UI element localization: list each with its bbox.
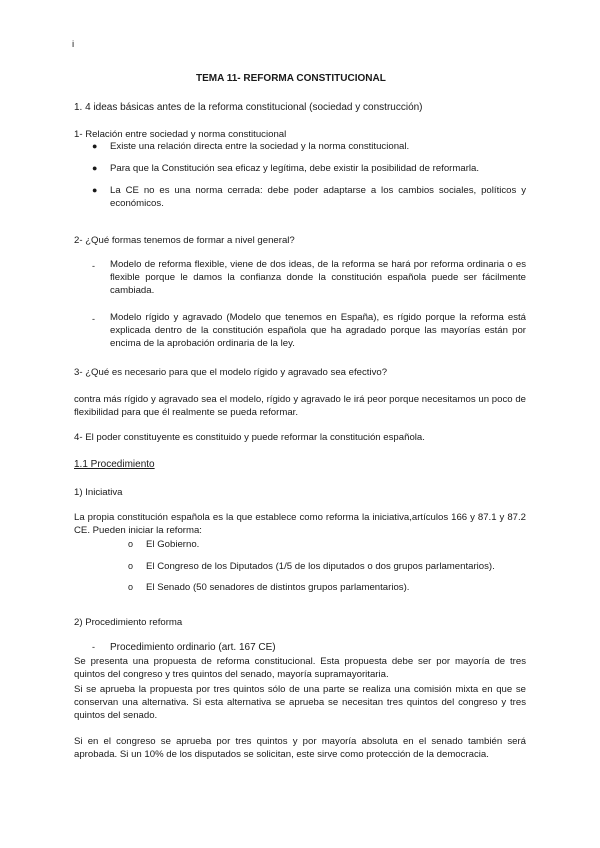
initiator-2: El Congreso de los Diputados (1/5 de los diputados o dos grupos parlamentarios).: [146, 561, 495, 572]
dash-marker: -: [92, 314, 95, 324]
sub-bullet-icon: o: [128, 539, 134, 549]
section-3-text: contra más rígido y agravado sea el modelo, rígido y agravado le irá peor porque necesitamos un poco de flexibilidad para que él realmente se pueda reformar.: [74, 394, 526, 418]
section-2-heading: 2- ¿Qué formas tenemos de formar a nivel general?: [74, 235, 295, 246]
section-2-item-2: Modelo rígido y agravado (Modelo que tenemos en España), es rígido porque la reforma está explicada dentro de la constitución española que ha agradado porque las mayorías están por encima de la aprobación ordinaria de la ley.: [110, 312, 526, 349]
section-1-heading: 1- Relación entre sociedad y norma constitucional: [74, 129, 287, 140]
section-1-bullet-2: Para que la Constitución sea eficaz y legítima, debe existir la posibilidad de reformarla.: [110, 163, 480, 174]
section-4-text: 4- El poder constituyente es constituido y puede reformar la constitución española.: [74, 432, 425, 443]
dash-marker: -: [92, 642, 95, 652]
section-3-heading: 3- ¿Qué es necesario para que el modelo rígido y agravado sea efectivo?: [74, 367, 388, 378]
procedimiento-heading: 1.1 Procedimiento: [74, 459, 155, 470]
reforma-paragraph-3: Si en el congreso se aprueba por tres quintos y por mayoría absoluta en el senado también será aprobada. Si un 10% de los disputados se solicitan, este sirve como protección de la democracia.: [74, 736, 526, 760]
iniciativa-text: La propia constitución española es la que establece como reforma la iniciativa,artículos 166 y 87.1 y 87.2 CE. Pueden iniciar la reforma:: [74, 512, 526, 536]
page-title: TEMA 11- REFORMA CONSTITUCIONAL: [196, 73, 386, 84]
sub-bullet-icon: o: [128, 582, 134, 592]
page-marker: i: [72, 39, 75, 50]
iniciativa-heading: 1) Iniciativa: [74, 487, 123, 498]
section-2-item-1: Modelo de reforma flexible, viene de dos ideas, de la reforma se hará por reforma ordinaria o es flexible porque le damos la confianza donde la constitución española puede ser fácilmente cambiada.: [110, 259, 526, 296]
intro-heading: 1. 4 ideas básicas antes de la reforma constitucional (sociedad y construcción): [74, 102, 423, 113]
initiator-3: El Senado (50 senadores de distintos grupos parlamentarios).: [146, 582, 410, 593]
dash-marker: -: [92, 261, 95, 271]
section-1-bullet-3: La CE no es una norma cerrada: debe poder adaptarse a los cambios sociales, políticos y económicos.: [110, 185, 526, 209]
reforma-paragraph-2: Si se aprueba la propuesta por tres quintos sólo de una parte se realiza una comisión mixta en que se conservan una alternativa. Si esta alternativa se aprueba se necesitan tres quintos del congreso y tres quintos del senado.: [74, 684, 526, 721]
reforma-heading: 2) Procedimiento reforma: [74, 617, 183, 628]
bullet-icon: ●: [92, 163, 98, 173]
sub-bullet-icon: o: [128, 561, 134, 571]
section-1-bullet-1: Existe una relación directa entre la sociedad y la norma constitucional.: [110, 141, 410, 152]
bullet-icon: ●: [92, 141, 98, 151]
reforma-paragraph-1: Se presenta una propuesta de reforma constitucional. Esta propuesta debe ser por mayoría de tres quintos del congreso y tres quintos del senado, mayoría supramayoritaria.: [74, 656, 526, 680]
bullet-icon: ●: [92, 185, 98, 195]
procedimiento-ordinario-label: Procedimiento ordinario (art. 167 CE): [110, 642, 276, 653]
initiator-1: El Gobierno.: [146, 539, 200, 550]
